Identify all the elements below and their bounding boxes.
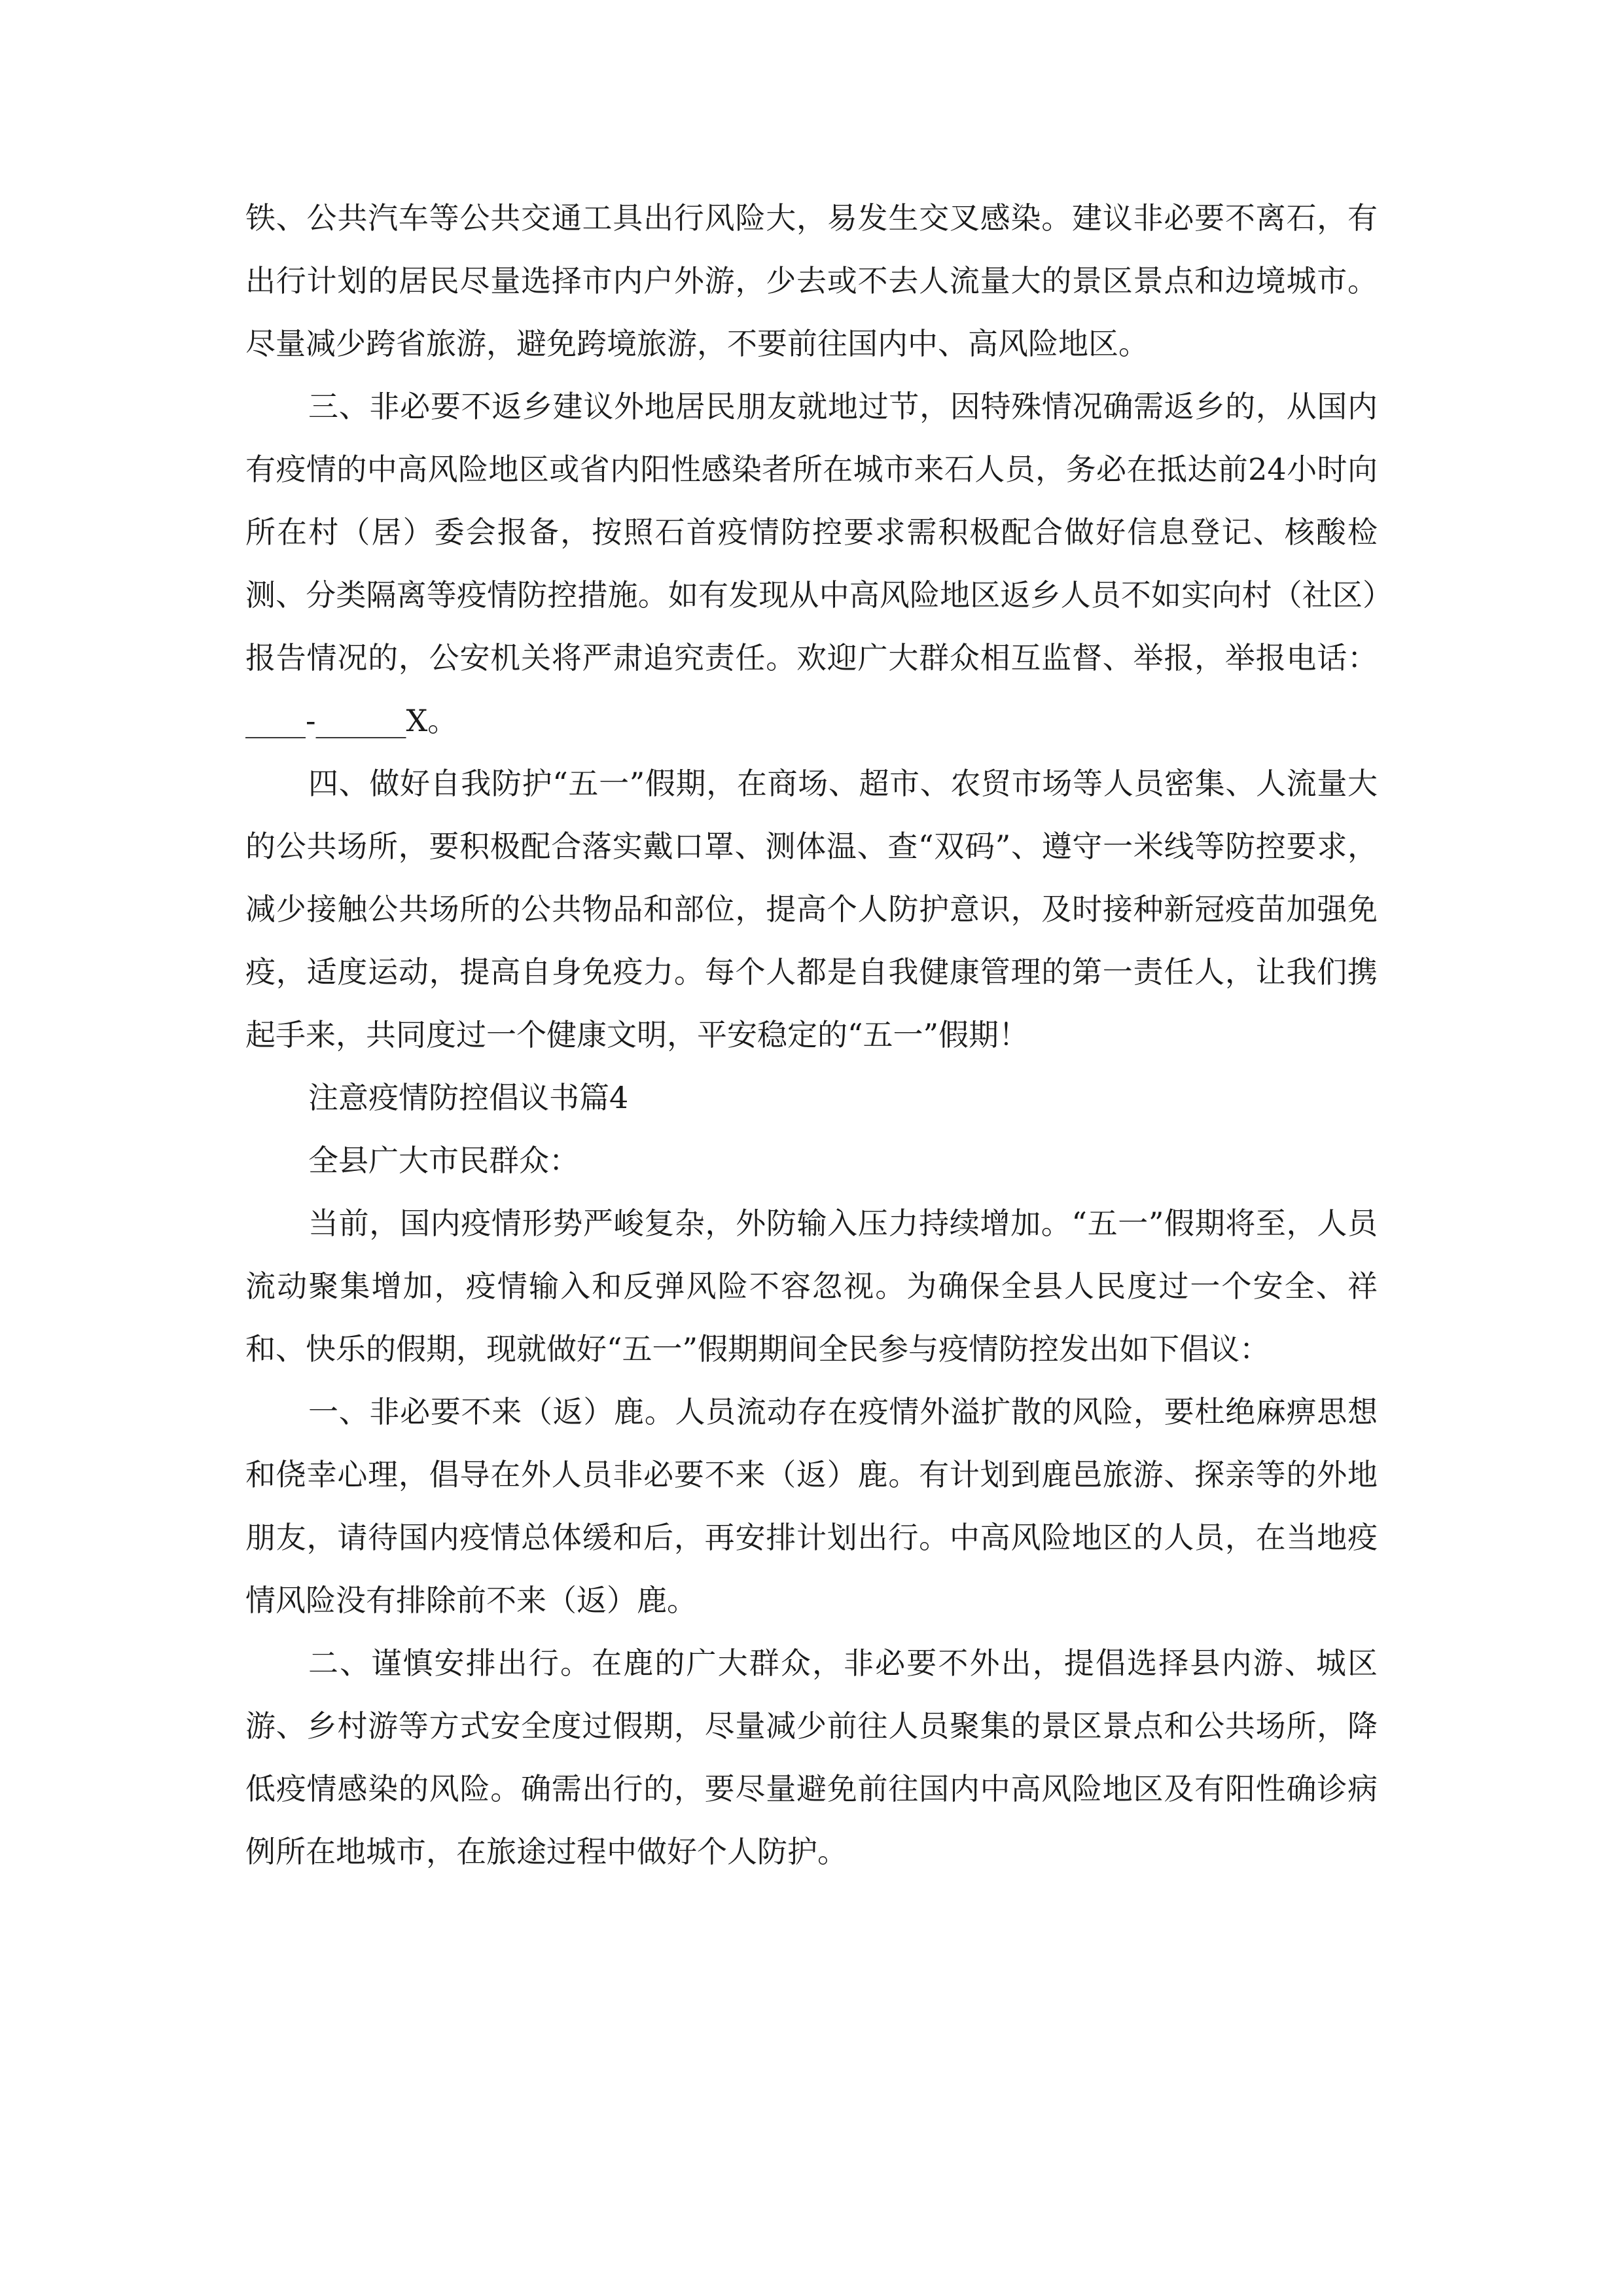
section-title: 注意疫情防控倡议书篇4 — [308, 1080, 629, 1115]
paragraph-point-four: 四、做好自我防护“五一”假期，在商场、超市、农贸市场等人员密集、人流量大的公共场所，要积极配合落实戴口罩、测体温、查“双码”、遵守一米线等防控要求，减少接触公共场所的公共物品和部位，提高个人防护意识，及时接种新冠疫苗加强免疫，适度运动，提高自身免疫力。每个人都是自我健康管理的第一责任人，让我们携起手来，共同度过一个健康文明，平安稳定的“五一”假期！ — [245, 766, 1378, 1052]
paragraph-intro: 当前，国内疫情形势严峻复杂，外防输入压力持续增加。“五一”假期将至，人员流动聚集增加，疫情输入和反弹风险不容忽视。为确保全县人民度过一个安全、祥和、快乐的假期，现就做好“五一”假期期间全民参与疫情防控发出如下倡议： — [245, 1206, 1378, 1367]
paragraph-point-two: 二、谨慎安排出行。在鹿的广大群众，非必要不外出，提倡选择县内游、城区游、乡村游等方式安全度过假期，尽量减少前往人员聚集的景区景点和公共场所，降低疫情感染的风险。确需出行的，要尽量避免前往国内中高风险地区及有阳性确诊病例所在地城市，在旅途过程中做好个人防护。 — [245, 1645, 1378, 1869]
paragraph-point-one: 一、非必要不来（返）鹿。人员流动存在疫情外溢扩散的风险，要杜绝麻痹思想和侥幸心理，倡导在外人员非必要不来（返）鹿。有计划到鹿邑旅游、探亲等的外地朋友，请待国内疫情总体缓和后，再安排计划出行。中高风险地区的人员，在当地疫情风险没有排除前不来（返）鹿。 — [245, 1394, 1378, 1618]
paragraph-point-three: 三、非必要不返乡建议外地居民朋友就地过节，因特殊情况确需返乡的，从国内有疫情的中高风险地区或省内阳性感染者所在城市来石人员，务必在抵达前24小时向所在村（居）委会报备，按照石首疫情防控要求需积极配合做好信息登记、核酸检测、分类隔离等疫情防控措施。如有发现从中高风险地区返乡人员不如实向村（社区）报告情况的，公安机关将严肃追究责任。欢迎广大群众相互监督、举报，举报电话：____-______X。 — [245, 389, 1378, 738]
document-body — [245, 187, 1378, 1883]
salutation: 全县广大市民群众： — [308, 1143, 579, 1178]
paragraph-transport-risk: 铁、公共汽车等公共交通工具出行风险大，易发生交叉感染。建议非必要不离石，有出行计划的居民尽量选择市内户外游，少去或不去人流量大的景区景点和边境城市。尽量减少跨省旅游，避免跨境旅游，不要前往国内中、高风险地区。 — [245, 200, 1378, 361]
